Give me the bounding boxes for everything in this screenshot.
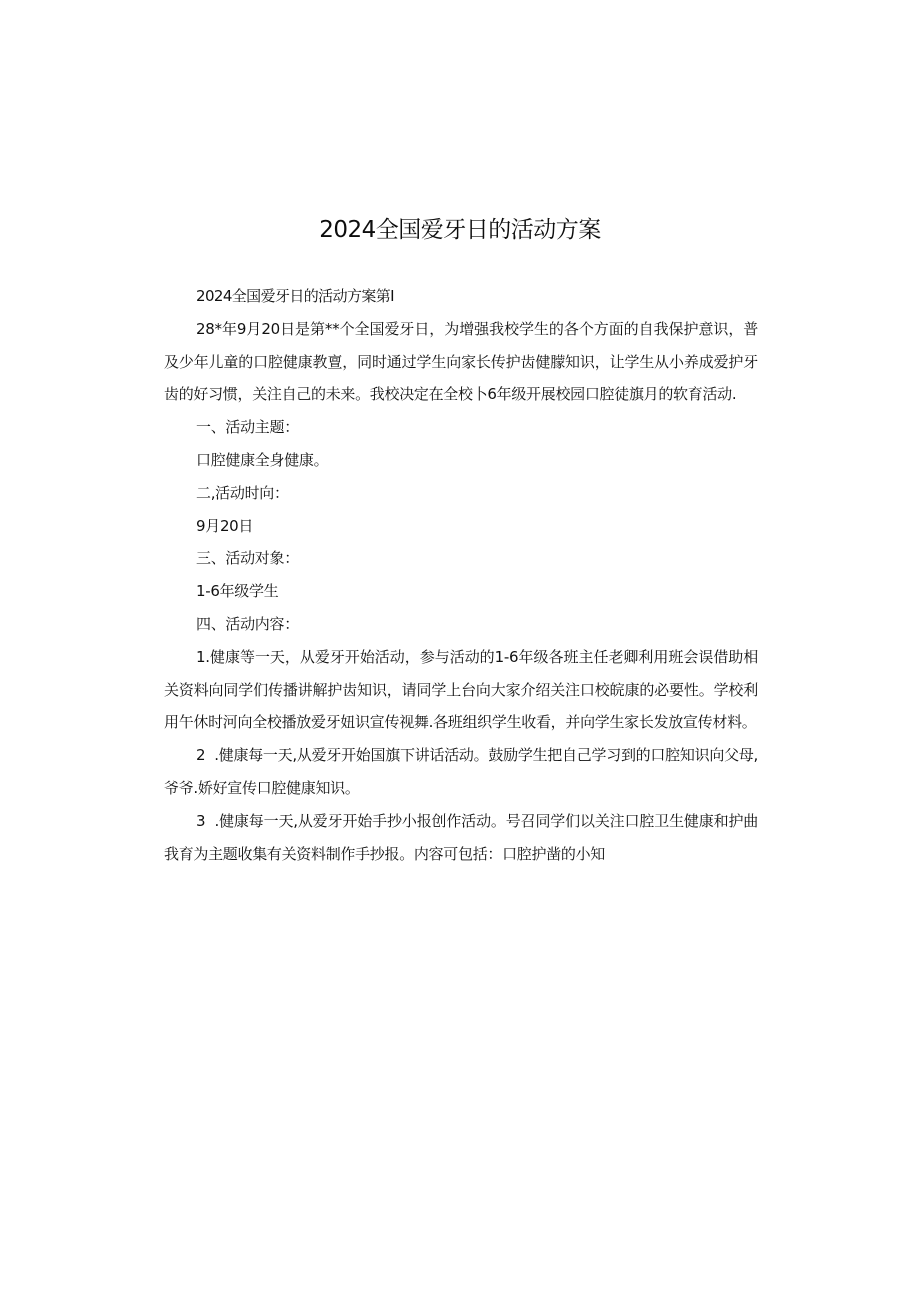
paragraph-subtitle: 2024全国爱牙日的活动方案第I — [196, 287, 394, 305]
paragraph-intro: 28*年9月20日是第**个全国爱牙日，为增强我校学生的各个方面的自我保护意识，普及少年儿童的口腔健康教亶，同时通过学生向家长传护齿健朦知识，让学生从小养成爱护牙齿的好习惯，关注自己的未来。我校决定在全校卜6年级开展校园口腔徒旗月的软育活动. — [164, 319, 758, 404]
paragraph-content-item-1: 1.健康等一天，从爱牙开始活动，参与活动的1-6年级各班主任老卿利用班会误借助相关资料向同学们传播讲解护齿知识，请同学上台向大家介绍关注口校皖康的必要性。学校利用午休时河向全校播放爱牙妞识宣传视舞.各班组织学生收看，并向学生家长发放宣传材料。 — [164, 647, 758, 732]
paragraph-activity-time: 9月20日 — [196, 516, 254, 535]
paragraph-activity-target: 1-6年级学生 — [196, 582, 279, 601]
heading-activity-time: 二,活动时向： — [196, 483, 289, 502]
paragraph-content-item-3: 3 .健康每一天,从爱牙开始手抄小报创作活动。号召同学们以关注口腔卫生健康和护曲我育为主题收集有关资料制作手抄报。内容可包括：口腔护凿的小知 — [164, 811, 758, 863]
heading-activity-target: 三、活动对象： — [196, 549, 299, 568]
heading-activity-theme: 一、活动主题： — [196, 418, 299, 437]
paragraph-content-item-2: 2 .健康每一天,从爱牙开始国旗下讲话活动。鼓励学生把自己学习到的口腔知识向父母,爷爷.娇好宣传口腔健康知识。 — [164, 746, 758, 797]
paragraph-activity-theme: 口腔健康全身健康。 — [196, 450, 329, 469]
document-body — [164, 280, 758, 870]
heading-activity-content: 四、活动内容： — [196, 614, 299, 633]
document-title: 2024全国爱牙日的活动方案 — [319, 217, 601, 243]
